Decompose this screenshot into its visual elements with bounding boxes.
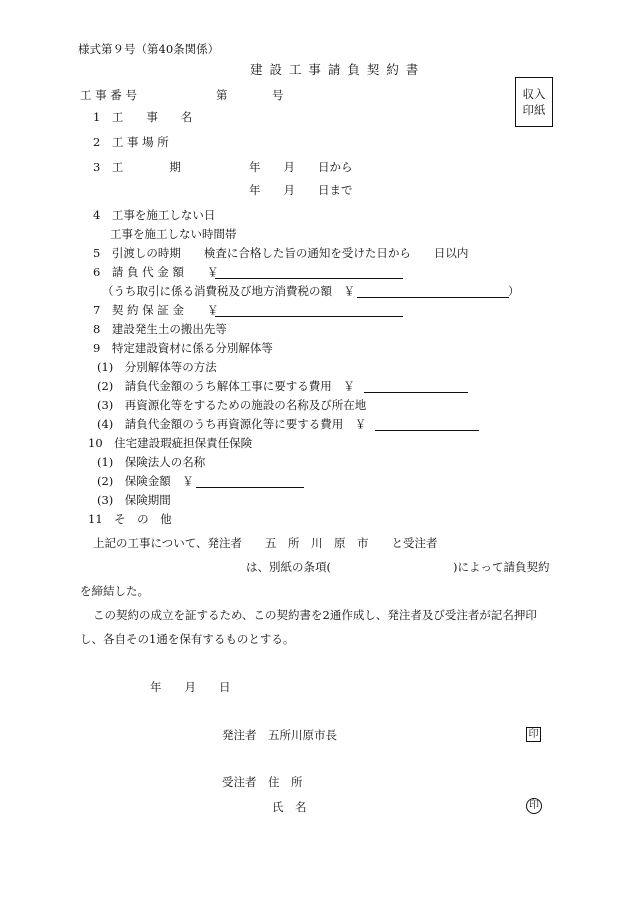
construction-number-label: 工 事 番 号 bbox=[80, 88, 137, 102]
stamp-label-line2: 印紙 bbox=[522, 103, 546, 117]
consumption-tax-label: （うち取引に係る消費税及び地方消費税の額 ￥ bbox=[102, 284, 355, 298]
contractor-name: 氏 名 bbox=[272, 800, 307, 814]
contract-amount-line bbox=[215, 278, 403, 279]
item-contract-guarantee: 7 契 約 保 証 金 ￥ bbox=[93, 303, 219, 317]
item-insurance-period: (3) 保険期間 bbox=[97, 493, 171, 507]
body-paragraph-1-line-2b: )によって請負契約 bbox=[453, 560, 550, 574]
document-title: 建 設 工 事 請 負 契 約 書 bbox=[250, 62, 420, 77]
body-paragraph-1-line-1: 上記の工事について、発注者 五 所 川 原 市 と受注者 bbox=[93, 536, 438, 550]
item-recycling-cost: (4) 請負代金額のうち再資源化等に要する費用 ￥ bbox=[97, 417, 367, 431]
consumption-tax-line bbox=[357, 297, 509, 298]
contract-guarantee-line bbox=[215, 316, 403, 317]
item-soil-destination: 8 建設発生土の搬出先等 bbox=[93, 322, 227, 336]
form-number: 様式第９号（第40条関係） bbox=[78, 42, 220, 56]
contract-date: 年 月 日 bbox=[150, 680, 231, 694]
item-construction-name: 1 工 事 名 bbox=[93, 110, 193, 124]
item-insurer-name: (1) 保険法人の名称 bbox=[97, 455, 206, 469]
item-recycling-facility: (3) 再資源化等をするための施設の名称及び所在地 bbox=[97, 398, 367, 412]
item-insurance-amount: (2) 保険金額 ￥ bbox=[97, 474, 194, 488]
period-from: 年 月 日から bbox=[249, 160, 353, 174]
item-delivery-time: 5 引渡しの時期 検査に合格した旨の通知を受けた日から 日以内 bbox=[93, 246, 469, 260]
recycling-cost-line bbox=[375, 430, 479, 431]
orderer-line: 発注者 五所川原市長 bbox=[222, 728, 337, 742]
item-demolition-cost: (2) 請負代金額のうち解体工事に要する費用 ￥ bbox=[97, 379, 355, 393]
construction-number-go: 号 bbox=[272, 88, 284, 102]
orderer-seal-mark: 印 bbox=[526, 727, 541, 742]
demolition-cost-line bbox=[364, 392, 468, 393]
construction-number-dai: 第 bbox=[216, 88, 228, 102]
body-paragraph-1-line-3: を締結した。 bbox=[80, 584, 149, 598]
consumption-tax-close: ） bbox=[508, 284, 520, 298]
item-construction-site: 2 工 事 場 所 bbox=[93, 135, 169, 149]
revenue-stamp-box bbox=[515, 77, 553, 127]
item-contract-amount: 6 請 負 代 金 額 ￥ bbox=[93, 265, 219, 279]
stamp-label-line1: 収入 bbox=[522, 87, 546, 101]
body-paragraph-2-line-2: し、各自その1通を保有するものとする。 bbox=[80, 632, 295, 646]
item-demolition-method: (1) 分別解体等の方法 bbox=[97, 360, 217, 374]
item-demolition: 9 特定建設資材に係る分別解体等 bbox=[93, 341, 273, 355]
item-defect-insurance: 10 住宅建設瑕疵担保責任保険 bbox=[88, 436, 253, 450]
item-other: 11 そ の 他 bbox=[88, 512, 172, 526]
contractor-seal-mark: 印 bbox=[526, 798, 542, 814]
insurance-amount-line bbox=[196, 487, 304, 488]
body-paragraph-2-line-1: この契約の成立を証するため、この契約書を2通作成し、発注者及び受注者が記名押印 bbox=[93, 608, 537, 622]
period-to: 年 月 日まで bbox=[249, 183, 353, 197]
item-non-working-hours: 工事を施工しない時間帯 bbox=[110, 227, 237, 241]
item-non-working-days: 4 工事を施工しない日 bbox=[93, 208, 216, 222]
contractor-address: 受注者 住 所 bbox=[222, 775, 303, 789]
item-construction-period: 3 工 期 bbox=[93, 160, 181, 174]
body-paragraph-1-line-2a: は、別紙の条項( bbox=[246, 560, 331, 574]
